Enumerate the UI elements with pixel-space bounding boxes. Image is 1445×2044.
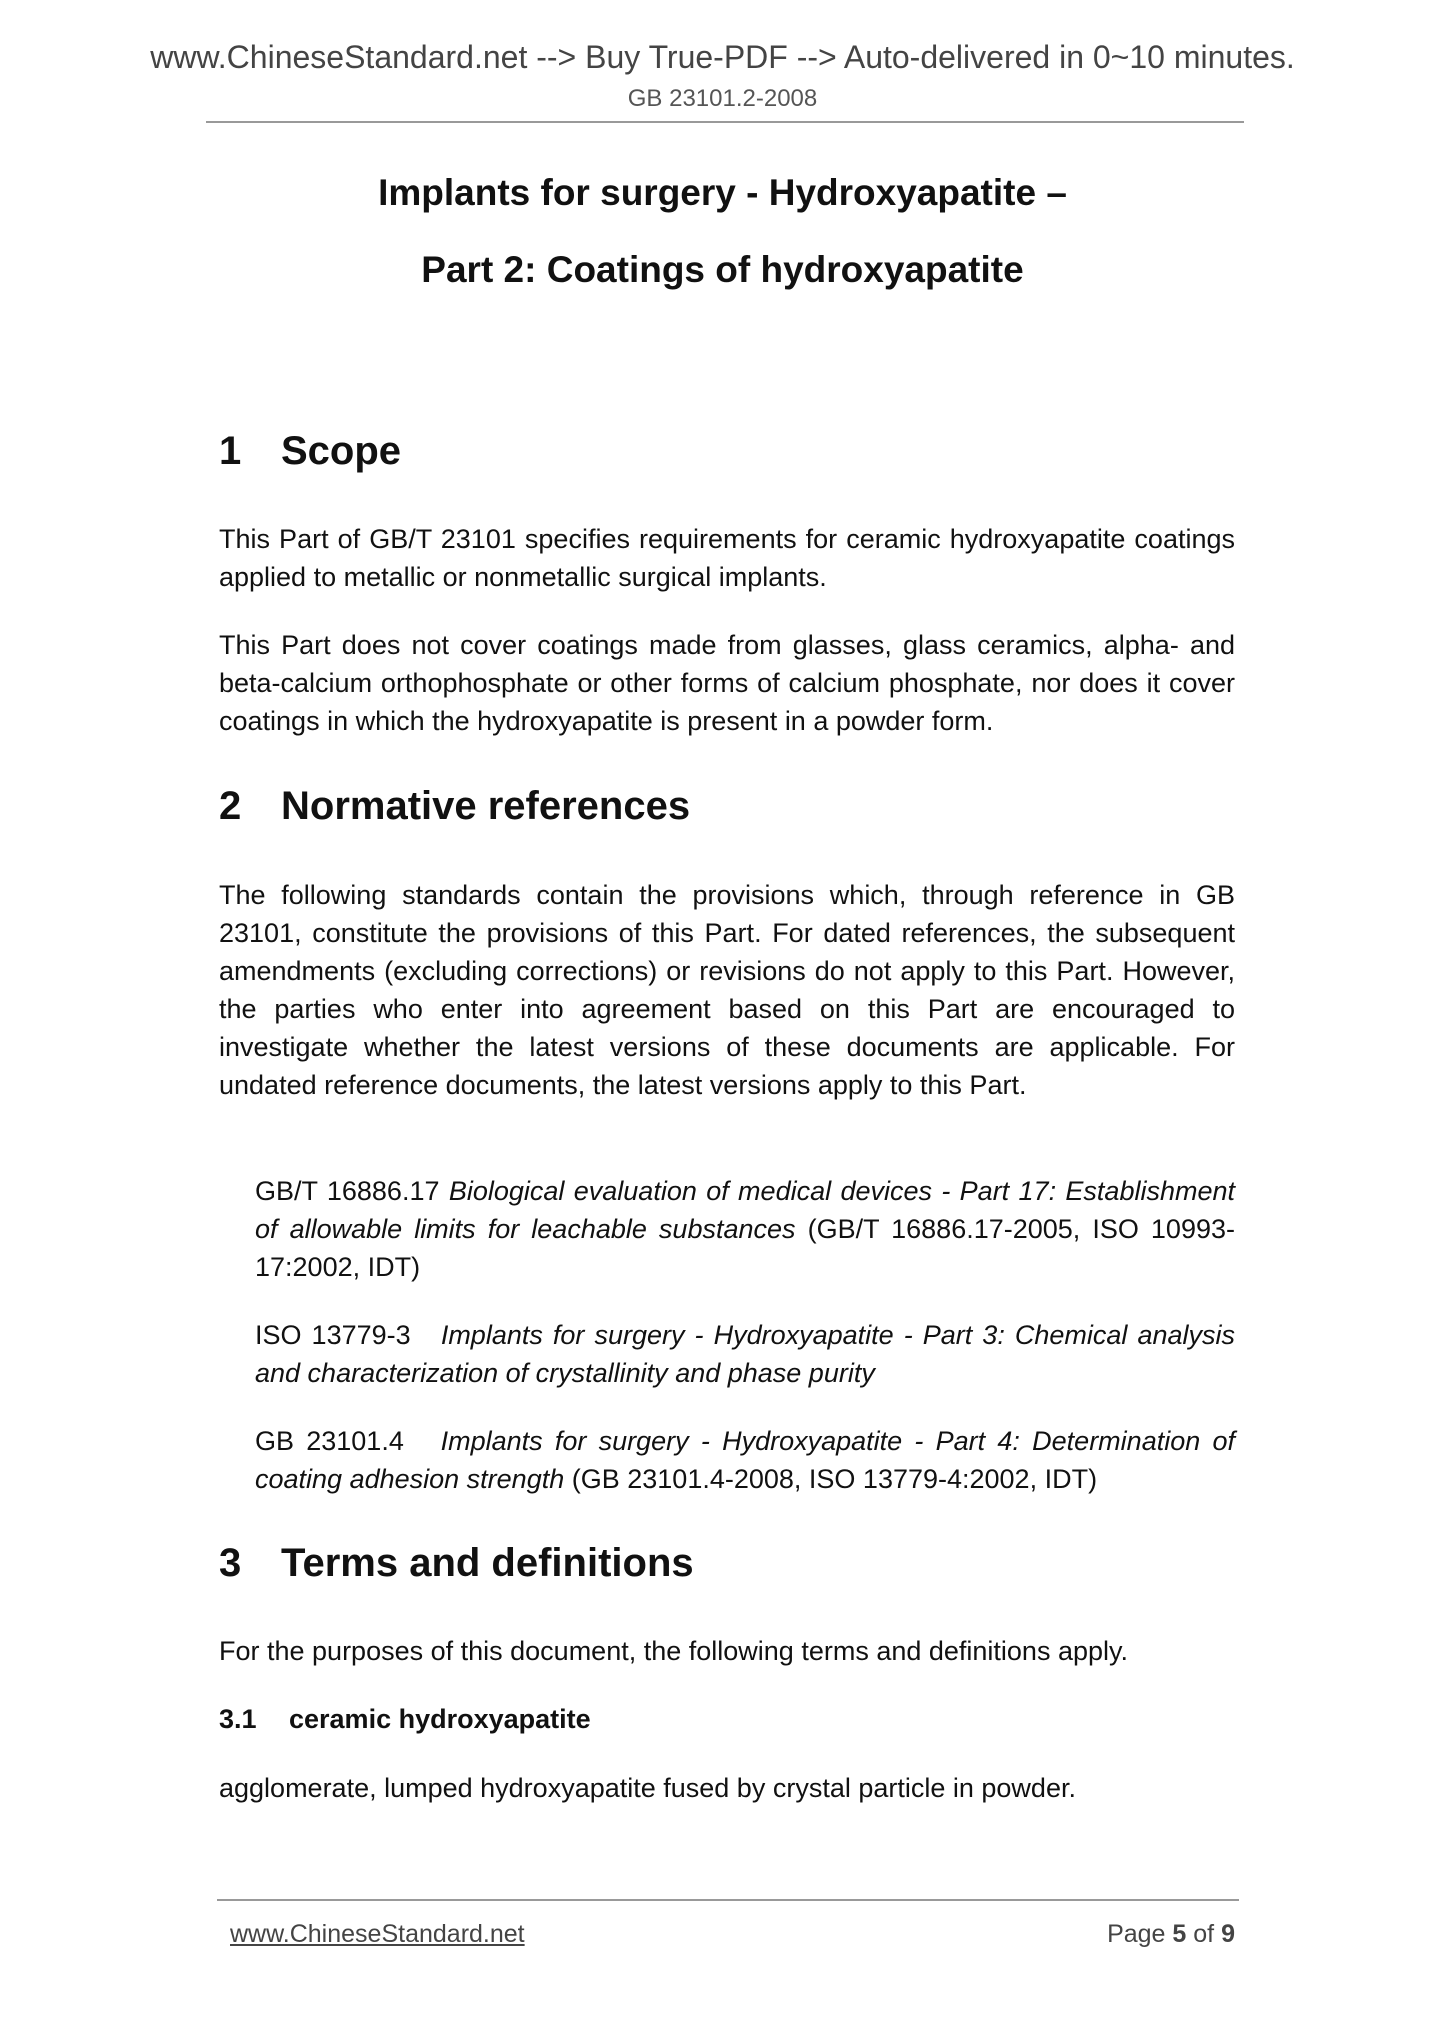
- section-heading-normative-references: 2 Normative references: [219, 784, 691, 828]
- header-banner: www.ChineseStandard.net --> Buy True-PDF --> Auto-delivered in 0~10 minutes.: [150, 39, 1295, 75]
- reference-item: ISO 13779-3 Implants for surgery - Hydroxyapatite - Part 3: Chemical analysis and characterization of crystallinity and phase purity: [255, 1320, 1236, 1388]
- header-divider: [206, 121, 1244, 123]
- footer-divider: [217, 1899, 1239, 1901]
- document-id: GB 23101.2-2008: [627, 85, 818, 112]
- reference-item: GB/T 16886.17 Biological evaluation of medical devices - Part 17: Establishment of allowable limits for leachable substances (GB/T 16886.17-2005, ISO 10993-17:2002, IDT): [255, 1176, 1235, 1282]
- footer-link-wrapper: [230, 1920, 525, 1949]
- footer-link[interactable]: www.ChineseStandard.net: [230, 1920, 525, 1948]
- section-heading-scope: 1 Scope: [219, 429, 402, 473]
- document-title-line2: Part 2: Coatings of hydroxyapatite: [421, 249, 1024, 290]
- term-heading: 3.1 ceramic hydroxyapatite: [219, 1704, 591, 1734]
- paragraph: The following standards contain the provisions which, through reference in GB 23101, constitute the provisions of this Part. For dated references, the subsequent amendments (excluding corrections) or revisions do not apply to this Part. However, the parties who enter into agreement based on this Part are encouraged to investigate whether the latest versions of these documents are applicable. For undated reference documents, the latest versions apply to this Part.: [219, 880, 1235, 1100]
- paragraph: This Part of GB/T 23101 specifies requirements for ceramic hydroxyapatite coatings applied to metallic or nonmetallic surgical implants.: [219, 524, 1235, 592]
- paragraph: This Part does not cover coatings made from glasses, glass ceramics, alpha- and beta-calcium orthophosphate or other forms of calcium phosphate, nor does it cover coatings in which the hydroxyapatite is present in a powder form.: [219, 630, 1235, 736]
- section-heading-terms-and-definitions: 3 Terms and definitions: [219, 1541, 694, 1585]
- page-number: Page 5 of 9: [1107, 1920, 1235, 1948]
- paragraph: For the purposes of this document, the following terms and definitions apply.: [219, 1636, 1128, 1666]
- document-title-line1: Implants for surgery - Hydroxyapatite –: [378, 172, 1067, 213]
- term-definition: agglomerate, lumped hydroxyapatite fused by crystal particle in powder.: [219, 1773, 1076, 1803]
- reference-item: GB 23101.4 Implants for surgery - Hydroxyapatite - Part 4: Determination of coating adhesion strength (GB 23101.4-2008, ISO 13779-4:2002, IDT): [255, 1426, 1235, 1494]
